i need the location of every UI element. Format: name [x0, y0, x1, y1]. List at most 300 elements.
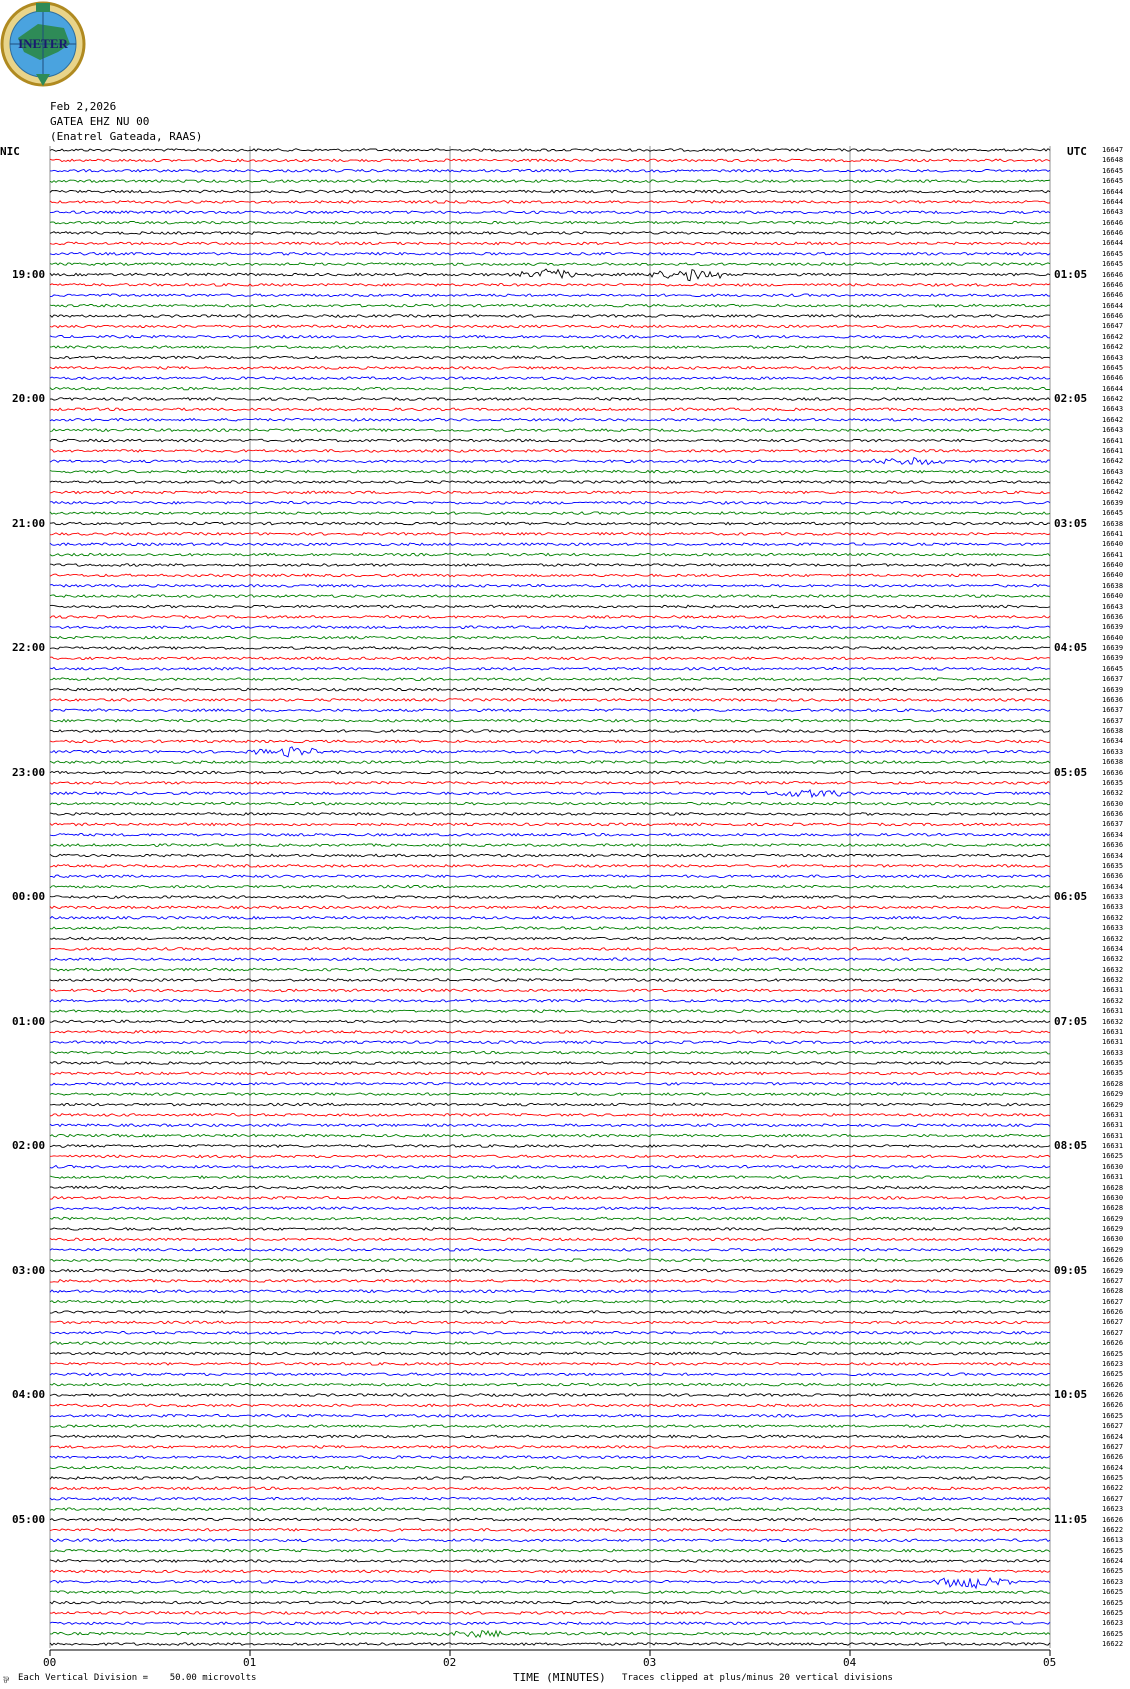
trace-offset-label: 16629 [1102, 1100, 1124, 1109]
trace-line [50, 325, 1050, 328]
trace-line [50, 1529, 1050, 1532]
x-tick-label: 04 [843, 1656, 857, 1669]
trace-line [50, 180, 1050, 183]
trace-offset-label: 16636 [1102, 768, 1124, 777]
trace-line [50, 1435, 1050, 1438]
trace-line [50, 502, 1050, 505]
trace-line [50, 1631, 1050, 1638]
trace-offset-label: 16627 [1102, 1297, 1124, 1306]
right-hour-label: 07:05 [1054, 1014, 1088, 1028]
trace-offset-label: 16641 [1102, 529, 1124, 538]
trace-line [50, 491, 1050, 494]
x-tick-label: 03 [643, 1656, 657, 1669]
trace-line [50, 688, 1050, 691]
trace-offset-label: 16630 [1102, 1193, 1124, 1202]
trace-offset-label: 16627 [1102, 1494, 1124, 1503]
trace-offset-label: 16625 [1102, 1629, 1124, 1638]
trace-line [50, 1051, 1050, 1054]
trace-line [50, 709, 1050, 712]
trace-offset-label: 16625 [1102, 1411, 1124, 1420]
right-hour-label: 08:05 [1054, 1139, 1088, 1152]
trace-line [50, 854, 1050, 857]
trace-line [50, 263, 1050, 266]
trace-offset-label: 16637 [1102, 716, 1124, 725]
trace-offset-label: 16632 [1102, 965, 1124, 974]
trace-line [50, 429, 1050, 432]
trace-offset-label: 16636 [1102, 695, 1124, 704]
trace-offset-label: 16627 [1102, 1276, 1124, 1285]
trace-offset-label: 16632 [1102, 955, 1124, 964]
trace-line [50, 1601, 1050, 1604]
trace-offset-label: 16627 [1102, 1442, 1124, 1451]
left-hour-label: 21:00 [12, 516, 46, 530]
trace-line [50, 1238, 1050, 1241]
trace-offset-label: 16626 [1102, 1391, 1124, 1399]
trace-line [50, 294, 1050, 297]
trace-line [50, 823, 1050, 826]
trace-line [50, 1404, 1050, 1407]
trace-line [50, 657, 1050, 660]
trace-offset-label: 16629 [1102, 1225, 1124, 1233]
trace-offset-label: 16630 [1102, 799, 1124, 808]
trace-line [50, 450, 1050, 453]
trace-offset-label: 16636 [1102, 872, 1124, 881]
trace-offset-label: 16627 [1102, 1422, 1124, 1431]
trace-offset-label: 16634 [1102, 851, 1124, 860]
footer-mark: ⅌ [3, 1676, 9, 1686]
trace-offset-label: 16631 [1102, 1007, 1124, 1016]
trace-offset-label: 16625 [1102, 1370, 1124, 1379]
trace-line [50, 336, 1050, 339]
seismogram-traces [50, 149, 1050, 1646]
trace-line [50, 221, 1050, 224]
trace-offset-label: 16641 [1102, 446, 1124, 455]
trace-line [50, 771, 1050, 774]
trace-line [50, 1114, 1050, 1117]
trace-offset-label: 16624 [1102, 1557, 1124, 1565]
trace-line [50, 585, 1050, 588]
trace-line [50, 470, 1050, 473]
trace-offset-label: 16644 [1102, 301, 1124, 310]
trace-line [50, 1031, 1050, 1034]
trace-offset-label: 16625 [1102, 1546, 1124, 1555]
trace-line [50, 636, 1050, 639]
trace-line [50, 159, 1050, 162]
trace-line [50, 668, 1050, 671]
trace-line [50, 387, 1050, 390]
trace-line [50, 201, 1050, 204]
trace-offset-label: 16646 [1102, 291, 1124, 300]
trace-line [50, 937, 1050, 940]
trace-offset-label: 16633 [1102, 1048, 1124, 1057]
trace-line [50, 439, 1050, 442]
clip-note: Traces clipped at plus/minus 20 vertical divisions [622, 1673, 893, 1683]
trace-offset-label: 16629 [1102, 1266, 1124, 1275]
trace-line [50, 564, 1050, 567]
trace-line [50, 1103, 1050, 1106]
trace-offset-label: 16613 [1102, 1536, 1124, 1545]
trace-line [50, 1176, 1050, 1179]
trace-line [50, 802, 1050, 805]
trace-offset-label: 16647 [1102, 322, 1124, 331]
ineter-logo [0, 0, 90, 88]
trace-offset-label: 16639 [1102, 685, 1124, 694]
trace-offset-label: 16632 [1102, 913, 1124, 922]
trace-offset-label: 16636 [1102, 612, 1124, 621]
trace-line [50, 232, 1050, 235]
trace-offset-label: 16630 [1102, 1235, 1124, 1244]
trace-offset-label: 16643 [1102, 208, 1124, 217]
trace-line [50, 170, 1050, 173]
trace-line [50, 1321, 1050, 1324]
trace-line [50, 875, 1050, 878]
left-hour-label: 03:00 [12, 1263, 46, 1277]
trace-line [50, 834, 1050, 837]
trace-line [50, 1207, 1050, 1210]
trace-offset-label: 16622 [1102, 1640, 1124, 1648]
trace-line [50, 1186, 1050, 1189]
trace-offset-label: 16637 [1102, 706, 1124, 715]
trace-offset-label: 16625 [1102, 1567, 1124, 1576]
trace-offset-label: 16634 [1102, 737, 1124, 746]
trace-offset-label: 16642 [1102, 457, 1124, 466]
trace-line [50, 1000, 1050, 1003]
trace-line [50, 1259, 1050, 1262]
trace-offset-label: 16624 [1102, 1432, 1124, 1441]
trace-line [50, 1093, 1050, 1096]
trace-line [50, 304, 1050, 307]
trace-line [50, 1155, 1050, 1158]
trace-offset-label: 16646 [1102, 229, 1124, 237]
trace-line [50, 356, 1050, 359]
trace-line [50, 522, 1050, 525]
trace-offset-label: 16626 [1102, 1308, 1124, 1316]
trace-line [50, 1041, 1050, 1044]
trace-offset-label: 16645 [1102, 166, 1124, 175]
trace-line [50, 1280, 1050, 1283]
trace-offset-label: 16626 [1102, 1401, 1124, 1410]
trace-line [50, 1300, 1050, 1303]
trace-line [50, 595, 1050, 598]
header-location: (Enatrel Gateada, RAAS) [50, 130, 203, 143]
trace-line [50, 1539, 1050, 1542]
trace-line [50, 512, 1050, 515]
trace-line [50, 1134, 1050, 1137]
trace-offset-label: 16624 [1102, 1463, 1124, 1472]
trace-offset-label: 16645 [1102, 664, 1124, 673]
trace-offset-label: 16642 [1102, 332, 1124, 341]
trace-offset-label: 16631 [1102, 1038, 1124, 1047]
right-hour-label: 10:05 [1054, 1388, 1088, 1401]
right-hour-label: 09:05 [1054, 1263, 1088, 1277]
trace-offset-label: 16631 [1102, 1131, 1124, 1140]
trace-offset-label: 16635 [1102, 1059, 1124, 1067]
trace-line [50, 782, 1050, 785]
trace-offset-label: 16625 [1102, 1474, 1124, 1482]
trace-offset-label: 16626 [1102, 1380, 1124, 1389]
trace-offset-label: 16628 [1102, 1183, 1124, 1192]
trace-offset-label: 16638 [1102, 581, 1124, 590]
trace-line [50, 1342, 1050, 1345]
trace-offset-label: 16642 [1102, 488, 1124, 497]
trace-offset-label: 16646 [1102, 374, 1124, 383]
trace-line [50, 747, 1050, 757]
trace-offset-label: 16631 [1102, 1173, 1124, 1182]
trace-line [50, 1425, 1050, 1428]
trace-line [50, 1217, 1050, 1220]
trace-offset-label: 16628 [1102, 1287, 1124, 1296]
trace-offset-label: 16627 [1102, 1318, 1124, 1327]
trace-offset-label: 16625 [1102, 1152, 1124, 1161]
trace-line [50, 813, 1050, 816]
trace-offset-label: 16631 [1102, 986, 1124, 995]
trace-line [50, 626, 1050, 629]
trace-line [50, 1062, 1050, 1065]
trace-line [50, 1508, 1050, 1511]
x-tick-label: 02 [443, 1656, 457, 1669]
trace-offset-label: 16623 [1102, 1577, 1124, 1586]
trace-line [50, 242, 1050, 245]
trace-line [50, 699, 1050, 702]
trace-line [50, 1487, 1050, 1490]
trace-offset-label: 16644 [1102, 197, 1124, 206]
trace-offset-label: 16629 [1102, 1245, 1124, 1254]
x-axis-title: TIME (MINUTES) [513, 1671, 606, 1684]
trace-line [50, 979, 1050, 982]
trace-line [50, 408, 1050, 411]
trace-line [50, 1363, 1050, 1366]
trace-line [50, 1498, 1050, 1501]
trace-offset-label: 16645 [1102, 363, 1124, 372]
trace-offset-label: 16631 [1102, 1027, 1124, 1036]
right-hour-label: 04:05 [1054, 641, 1088, 654]
trace-offset-label: 16622 [1102, 1484, 1124, 1493]
trace-line [50, 885, 1050, 888]
trace-line [50, 398, 1050, 401]
trace-line [50, 315, 1050, 318]
x-axis-ticks [50, 1650, 1050, 1656]
trace-line [50, 948, 1050, 951]
trace-line [50, 1578, 1050, 1588]
right-hour-label: 02:05 [1054, 392, 1088, 405]
left-hour-label: 04:00 [12, 1388, 46, 1401]
trace-offset-label: 16630 [1102, 1162, 1124, 1171]
trace-offset-label: 16639 [1102, 623, 1124, 632]
trace-offset-label: 16623 [1102, 1505, 1124, 1514]
trace-offset-label: 16646 [1102, 280, 1124, 289]
trace-offset-label: 16634 [1102, 830, 1124, 839]
trace-offset-label: 16633 [1102, 893, 1124, 901]
trace-offset-label: 16644 [1102, 384, 1124, 393]
x-tick-label: 00 [43, 1656, 57, 1669]
trace-line [50, 1228, 1050, 1231]
trace-offset-label: 16639 [1102, 498, 1124, 507]
trace-line [50, 678, 1050, 681]
trace-line [50, 1010, 1050, 1013]
trace-line [50, 458, 1050, 465]
trace-line [50, 917, 1050, 920]
trace-line [50, 844, 1050, 847]
trace-line [50, 730, 1050, 733]
trace-offset-label: 16626 [1102, 1453, 1124, 1462]
trace-line [50, 1166, 1050, 1169]
trace-offset-label: 16643 [1102, 602, 1124, 611]
trace-line [50, 1249, 1050, 1252]
trace-line [50, 284, 1050, 287]
trace-line [50, 896, 1050, 899]
trace-line [50, 647, 1050, 650]
trace-line [50, 149, 1050, 152]
trace-line [50, 1352, 1050, 1355]
x-tick-label: 05 [1043, 1656, 1057, 1669]
left-hour-label: 19:00 [12, 267, 46, 281]
left-hour-label: 23:00 [12, 765, 46, 779]
trace-line [50, 269, 1050, 281]
trace-offset-label: 16627 [1102, 1328, 1124, 1337]
header-station: GATEA EHZ NU 00 [50, 115, 150, 128]
trace-offset-label: 16638 [1102, 758, 1124, 767]
trace-offset-label: 16646 [1102, 218, 1124, 227]
trace-line [50, 1332, 1050, 1335]
trace-offset-label: 16640 [1102, 561, 1124, 569]
right-hour-label: 11:05 [1054, 1512, 1088, 1526]
trace-line [50, 1124, 1050, 1127]
trace-line [50, 367, 1050, 370]
trace-offset-label: 16637 [1102, 675, 1124, 684]
trace-offset-label: 16645 [1102, 260, 1124, 269]
trace-offset-label: 16635 [1102, 861, 1124, 870]
trace-offset-label: 16629 [1102, 1214, 1124, 1223]
svg-text:INETER: INETER [18, 36, 68, 51]
trace-offset-label: 16648 [1102, 156, 1124, 165]
trace-line [50, 211, 1050, 214]
trace-offset-label: 16626 [1102, 1339, 1124, 1348]
trace-line [50, 865, 1050, 868]
trace-offset-label: 16642 [1102, 415, 1124, 424]
trace-line [50, 1643, 1050, 1646]
trace-offset-label: 16625 [1102, 1608, 1124, 1617]
trace-line [50, 574, 1050, 577]
trace-offset-label: 16641 [1102, 436, 1124, 445]
trace-offset-label: 16642 [1102, 395, 1124, 403]
trace-offset-label: 16634 [1102, 944, 1124, 953]
trace-line [50, 616, 1050, 619]
trace-line [50, 1591, 1050, 1594]
trace-offset-label: 16645 [1102, 177, 1124, 186]
trace-line [50, 533, 1050, 536]
x-tick-label: 01 [243, 1656, 257, 1669]
trace-line [50, 1622, 1050, 1625]
trace-line [50, 719, 1050, 722]
trace-offset-label: 16644 [1102, 187, 1124, 196]
trace-line [50, 1290, 1050, 1293]
trace-line [50, 1415, 1050, 1418]
left-hour-label: 00:00 [12, 890, 46, 903]
trace-offset-label: 16645 [1102, 509, 1124, 518]
left-zone-label: NIC [0, 145, 20, 158]
trace-offset-label: 16646 [1102, 312, 1124, 320]
trace-line [50, 190, 1050, 193]
trace-line [50, 481, 1050, 484]
trace-offset-label: 16634 [1102, 882, 1124, 891]
trace-offset-label: 16632 [1102, 789, 1124, 798]
trace-offset-label: 16631 [1102, 1110, 1124, 1119]
left-hour-label: 05:00 [12, 1512, 46, 1526]
trace-offset-label: 16626 [1102, 1515, 1124, 1524]
trace-offset-label: 16640 [1102, 571, 1124, 580]
trace-line [50, 1083, 1050, 1086]
trace-offset-label: 16631 [1102, 1142, 1124, 1150]
trace-offset-label: 16632 [1102, 976, 1124, 984]
trace-offset-label: 16633 [1102, 747, 1124, 756]
trace-line [50, 1394, 1050, 1397]
trace-offset-label: 16629 [1102, 1090, 1124, 1099]
trace-line [50, 1446, 1050, 1449]
trace-offset-label: 16631 [1102, 1121, 1124, 1130]
trace-line [50, 1020, 1050, 1023]
trace-line [50, 740, 1050, 743]
header-date: Feb 2,2026 [50, 100, 117, 113]
trace-line [50, 1518, 1050, 1521]
trace-offset-label: 16635 [1102, 778, 1124, 787]
trace-line [50, 553, 1050, 556]
trace-line [50, 1466, 1050, 1469]
trace-offset-label: 16646 [1102, 270, 1124, 279]
right-hour-label: 01:05 [1054, 267, 1088, 281]
trace-offset-label: 16623 [1102, 1359, 1124, 1368]
trace-offset-label: 16625 [1102, 1349, 1124, 1358]
scale-note: Each Vertical Division = 50.00 microvolts [18, 1673, 257, 1683]
trace-offset-label: 16639 [1102, 644, 1124, 652]
trace-line [50, 377, 1050, 380]
trace-line [50, 1197, 1050, 1200]
trace-line [50, 1373, 1050, 1376]
trace-line [50, 1477, 1050, 1480]
right-zone-label: UTC [1067, 145, 1087, 158]
trace-line [50, 989, 1050, 992]
trace-line [50, 605, 1050, 608]
trace-offset-label: 16644 [1102, 239, 1124, 248]
trace-line [50, 790, 1050, 797]
trace-offset-label: 16643 [1102, 467, 1124, 476]
trace-offset-label: 16633 [1102, 924, 1124, 933]
right-hour-label: 05:05 [1054, 765, 1088, 779]
trace-offset-label: 16645 [1102, 249, 1124, 258]
trace-line [50, 1549, 1050, 1552]
trace-line [50, 1311, 1050, 1314]
trace-offset-label: 16642 [1102, 478, 1124, 486]
trace-line [50, 906, 1050, 909]
left-hour-label: 01:00 [12, 1014, 46, 1028]
trace-line [50, 968, 1050, 971]
trace-offset-label: 16628 [1102, 1204, 1124, 1213]
trace-offset-label: 16622 [1102, 1525, 1124, 1534]
trace-offset-label: 16637 [1102, 820, 1124, 829]
trace-line [50, 1145, 1050, 1148]
trace-offset-label: 16628 [1102, 1079, 1124, 1088]
trace-offset-label: 16635 [1102, 1069, 1124, 1078]
right-hour-label: 06:05 [1054, 890, 1088, 903]
trace-line [50, 543, 1050, 546]
trace-offset-label: 16640 [1102, 633, 1124, 642]
trace-line [50, 761, 1050, 764]
trace-offset-label: 16643 [1102, 405, 1124, 414]
trace-offset-label: 16643 [1102, 353, 1124, 362]
trace-line [50, 958, 1050, 961]
trace-line [50, 927, 1050, 930]
trace-line [50, 419, 1050, 422]
trace-offset-label: 16638 [1102, 519, 1124, 528]
